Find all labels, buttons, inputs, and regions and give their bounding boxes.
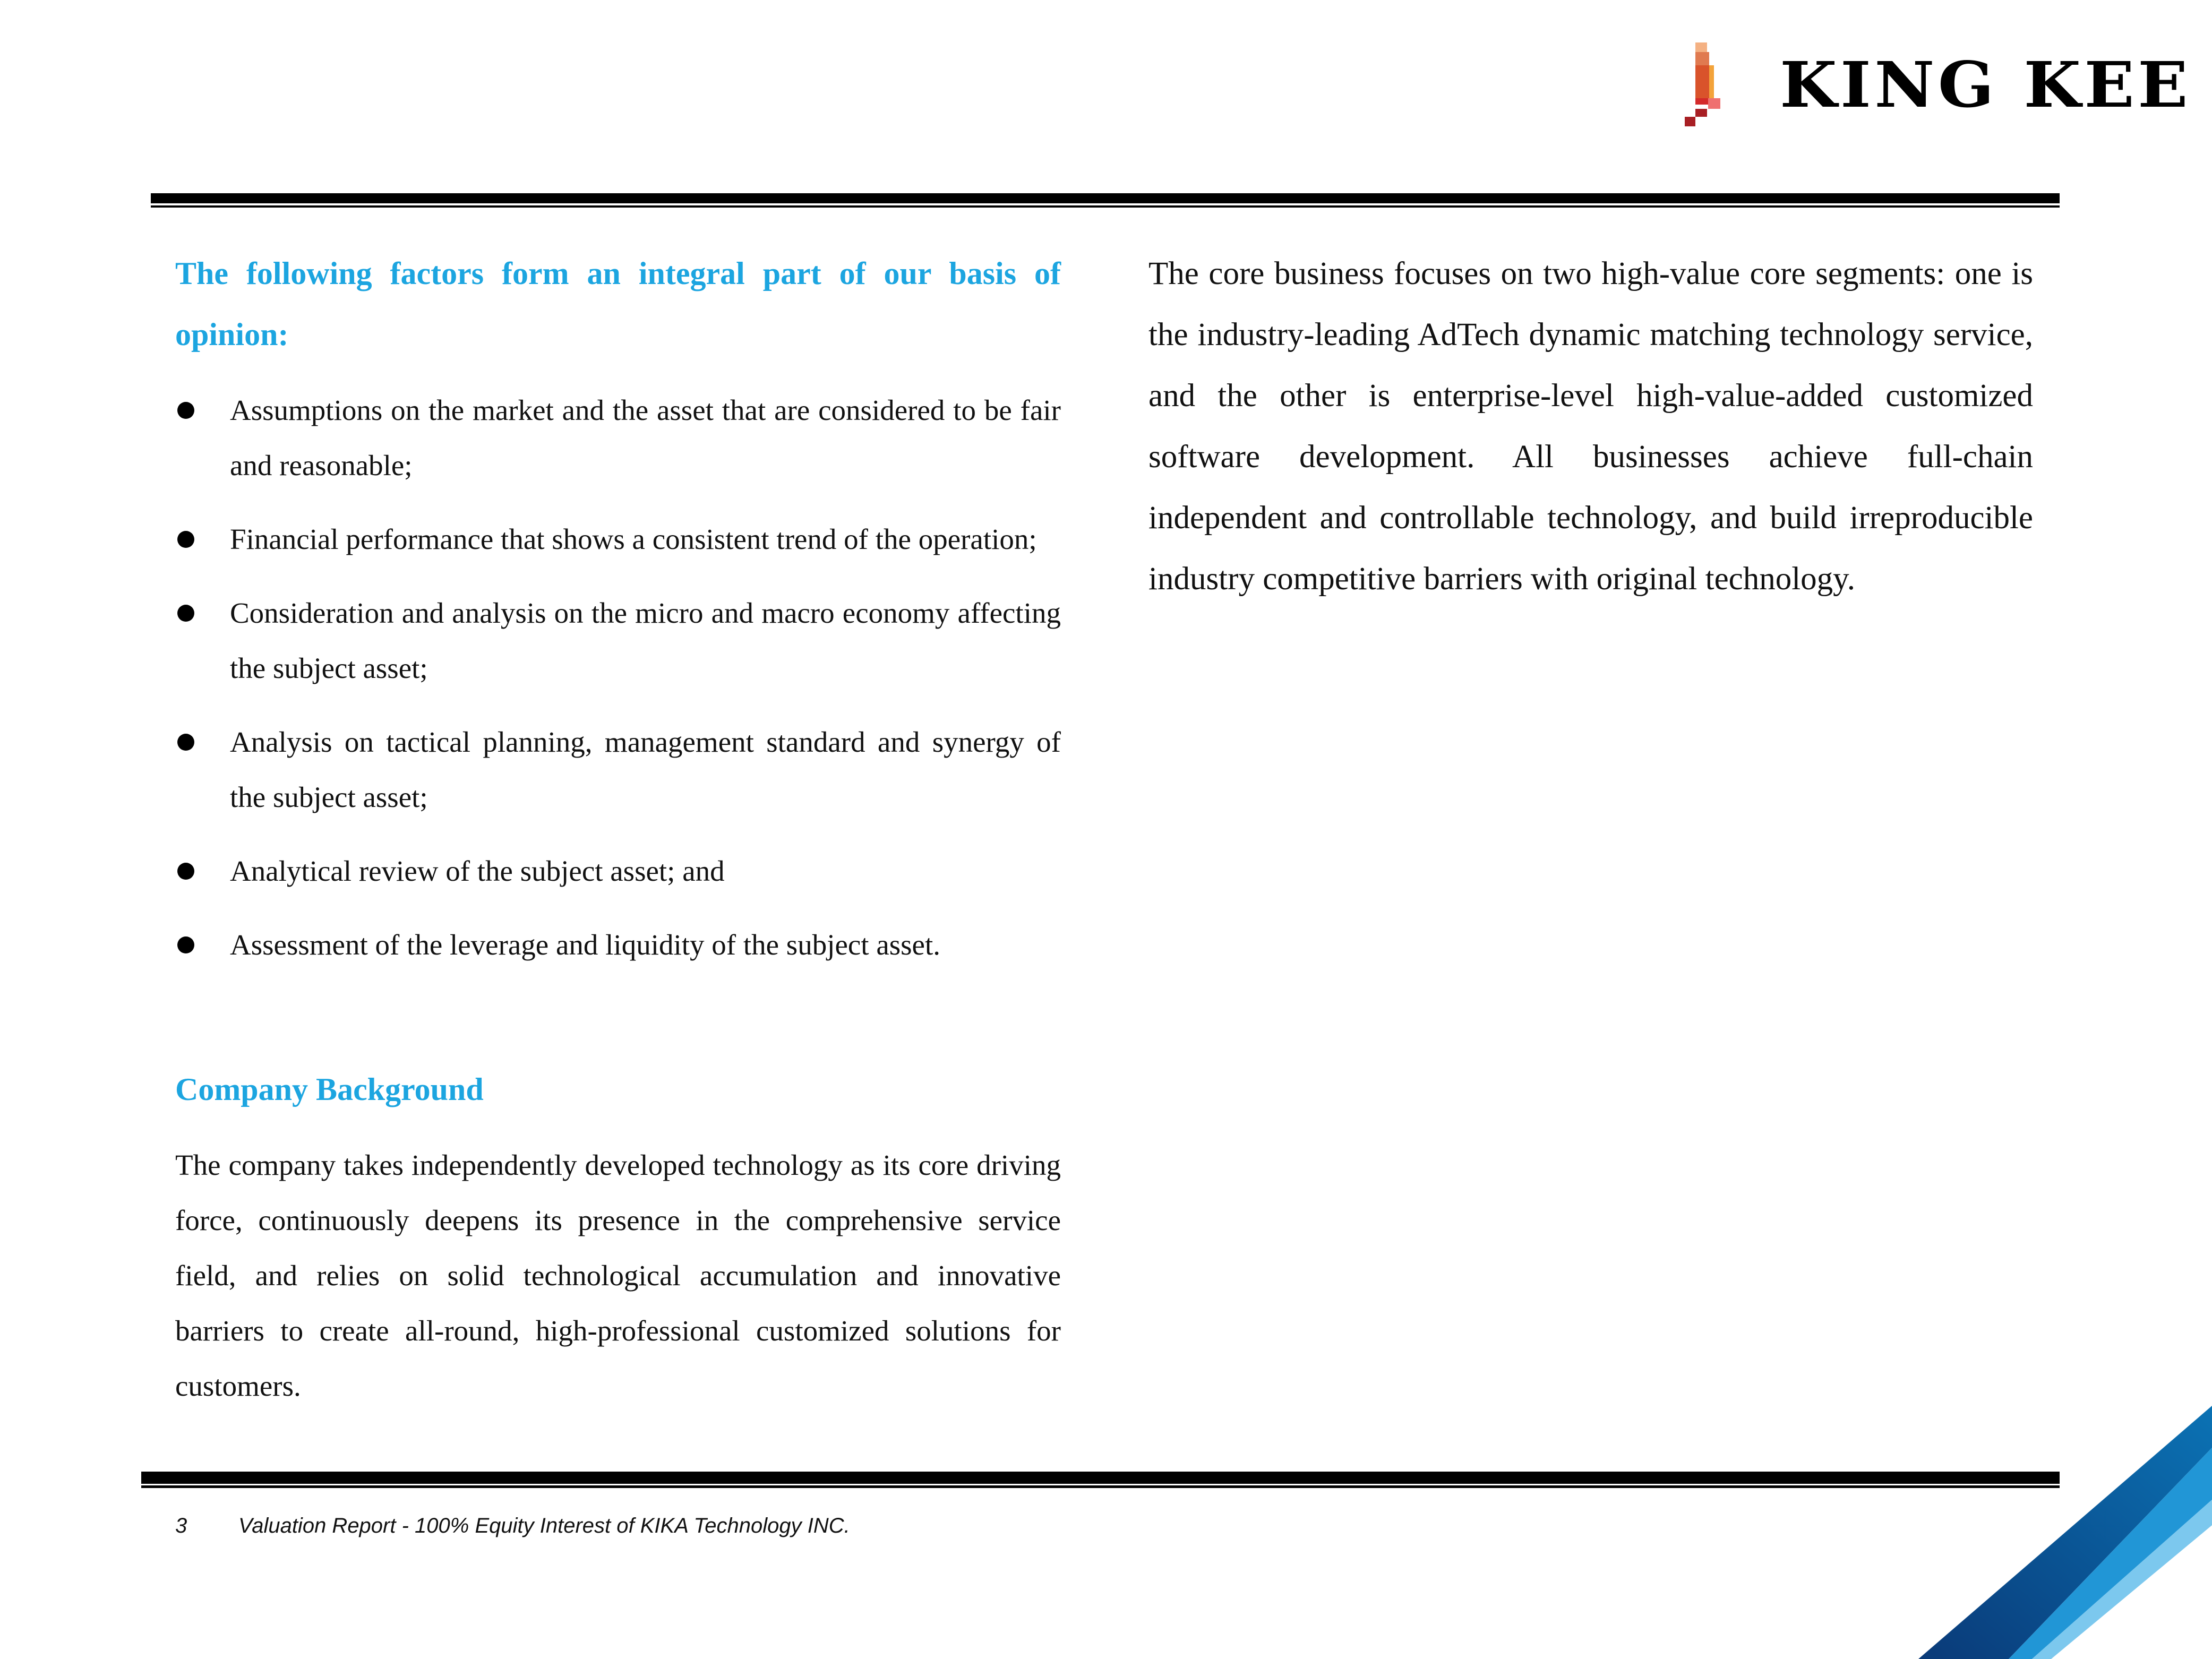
list-item: [175, 844, 1061, 899]
company-background-paragraph: The company takes independently developed technology as its core driving force, continuously deepens its presence in the comprehensive service field, and relies on solid technological accumulation and innovative barriers to create all-round, high-professional customized solutions for customers.: [175, 1149, 1061, 1402]
bullet-icon: [177, 734, 194, 751]
list-item-text: Assessment of the leverage and liquidity of the subject asset.: [230, 929, 940, 961]
company-background-heading: Company Background: [175, 1072, 484, 1107]
core-business-paragraph: The core business focuses on two high-value core segments: one is the industry-leading AdTech dynamic matching technology service, and the other is enterprise-level high-value-added customized software development. All businesses achieve full-chain independent and controllable technology, and build irreproducible industry competitive barriers with original technology.: [1148, 256, 2033, 597]
footer-title: Valuation Report - 100% Equity Interest of KIKA Technology INC.: [238, 1514, 850, 1537]
list-item-text: Consideration and analysis on the micro and macro economy affecting the subject asset;: [230, 597, 1061, 684]
list-item-text: Analysis on tactical planning, management standard and synergy of the subject asset;: [230, 726, 1061, 813]
list-item-text: Analytical review of the subject asset; and: [230, 855, 725, 887]
list-item: [175, 715, 1061, 825]
bullet-icon: [177, 531, 194, 548]
bullet-icon: [177, 605, 194, 622]
basis-of-opinion-heading: The following factors form an integral part of our basis of opinion:: [175, 256, 1061, 352]
footer-rule-thin: [141, 1485, 2060, 1488]
list-item: [175, 512, 1061, 567]
bullet-icon: [177, 936, 194, 953]
bullet-icon: [177, 402, 194, 419]
list-item: [175, 917, 1061, 973]
header-rule-thick: [151, 193, 2060, 203]
page-number: 3: [175, 1514, 187, 1537]
header-rule-thin: [151, 205, 2060, 208]
factors-list: [175, 383, 1061, 991]
list-item-text: Assumptions on the market and the asset that are considered to be fair and reasonable;: [230, 394, 1061, 482]
corner-stripes-decoration: [1858, 1380, 2212, 1659]
list-item-text: Financial performance that shows a consistent trend of the operation;: [230, 523, 1037, 555]
list-item: [175, 383, 1061, 493]
logo-text: KING KEE: [1780, 48, 2191, 122]
footer-rule-thick: [141, 1472, 2060, 1484]
bullet-icon: [177, 863, 194, 880]
list-item: [175, 586, 1061, 696]
